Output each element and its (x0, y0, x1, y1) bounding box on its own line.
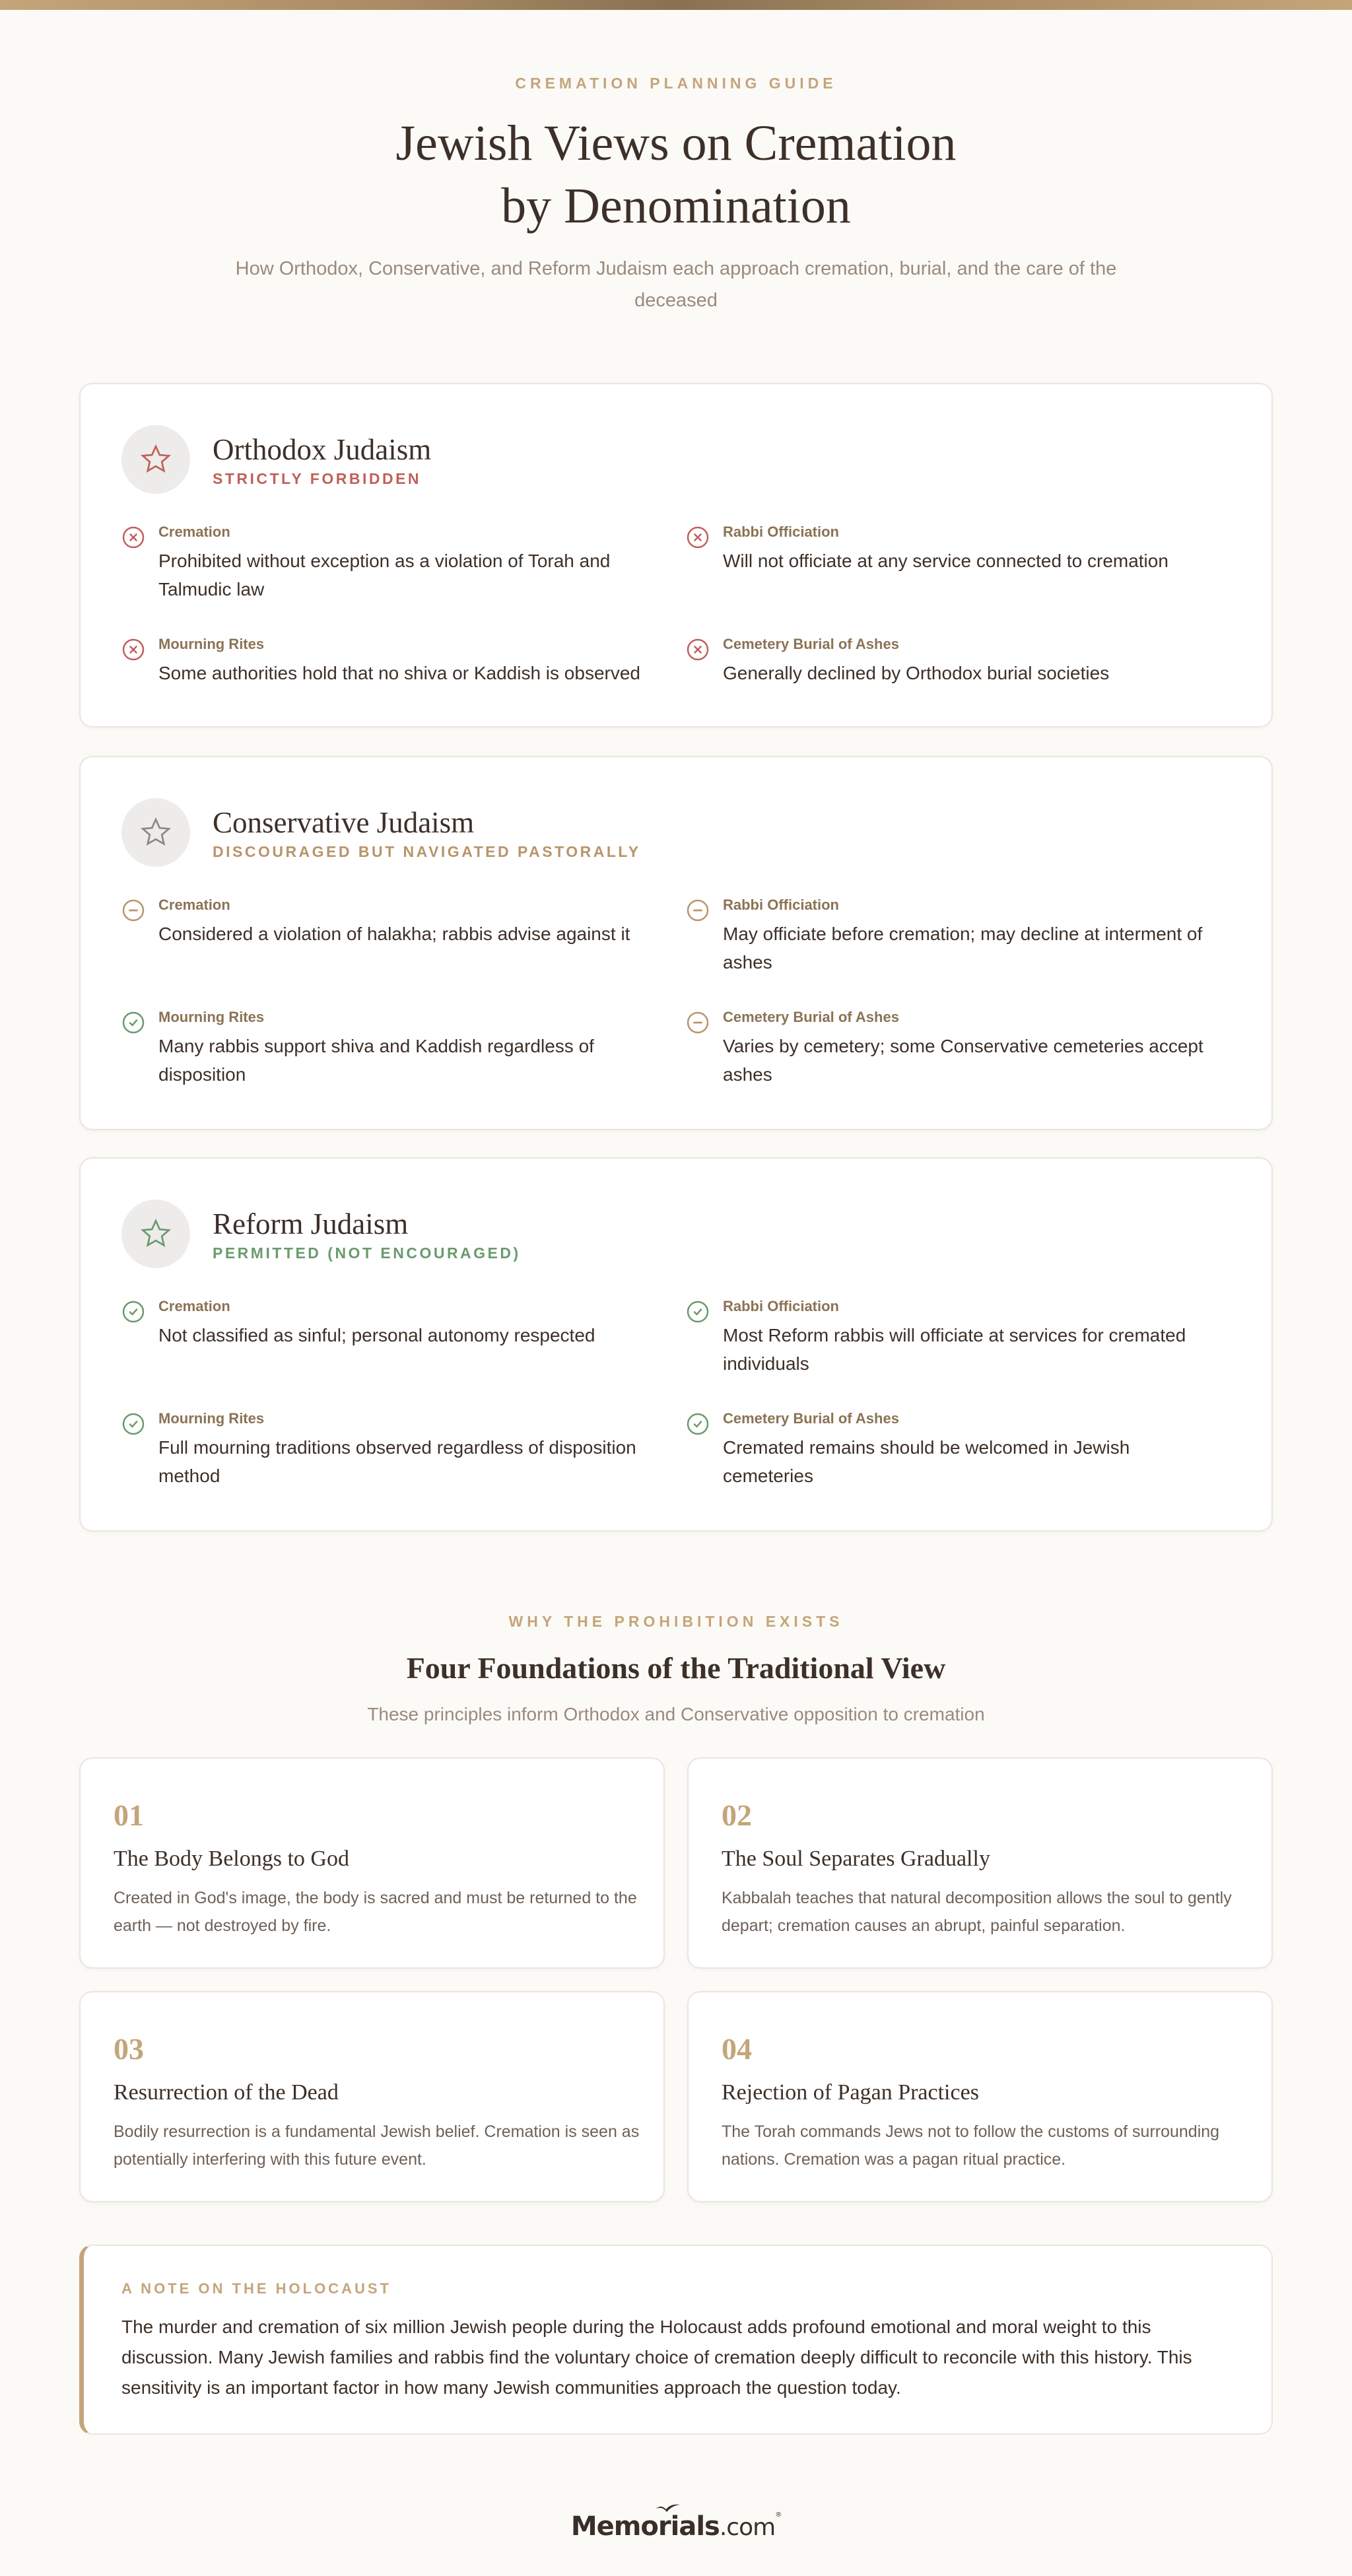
denomination-items (121, 522, 1244, 687)
item-text: Considered a violation of halakha; rabbis advise against it (158, 924, 630, 944)
list-item (121, 1408, 686, 1490)
list-item (686, 1007, 1244, 1089)
list-item (686, 1296, 1244, 1378)
foundations-subtitle: These principles inform Orthodox and Conservative opposition to cremation (367, 1704, 985, 1724)
foundation-text: The Torah commands Jews not to follow the customs of surrounding nations. Cremation was a pagan ritual practice. (722, 2122, 1220, 2169)
foundation-number: 01 (114, 1798, 144, 1832)
minus-circle-icon (121, 898, 145, 922)
foundation-number: 02 (722, 1798, 752, 1832)
denomination-card-reform (79, 1157, 1273, 1532)
item-label: Cremation (158, 1298, 230, 1314)
x-circle-icon (686, 638, 710, 661)
page-subtitle: How Orthodox, Conservative, and Reform Judaism each approach cremation, burial, and the care of the deceased (235, 258, 1117, 311)
status-badge: STRICTLY FORBIDDEN (213, 469, 422, 487)
memorials-logo[interactable] (570, 2502, 782, 2542)
item-text: Will not officiate at any service connected to cremation (723, 551, 1168, 571)
item-label: Cremation (158, 897, 230, 913)
item-text: Some authorities hold that no shiva or Kaddish is observed (158, 663, 640, 683)
foundations-title: Four Foundations of the Traditional View (406, 1651, 946, 1685)
foundation-text: Kabbalah teaches that natural decomposition allows the soul to gently depart; cremation causes an abrupt, painful separation. (722, 1889, 1232, 1935)
item-text: Varies by cemetery; some Conservative cemeteries accept ashes (723, 1036, 1203, 1085)
list-item (686, 1408, 1244, 1490)
denomination-card-orthodox (79, 383, 1273, 728)
list-item (121, 1296, 686, 1378)
check-circle-icon (121, 1412, 145, 1436)
denomination-header (121, 425, 431, 494)
note-label: A NOTE ON THE HOLOCAUST (121, 2280, 391, 2297)
item-label: Rabbi Officiation (723, 1298, 839, 1314)
item-label: Mourning Rites (158, 1009, 265, 1025)
x-circle-icon (686, 525, 710, 549)
item-text: Most Reform rabbis will officiate at services for cremated individuals (723, 1325, 1186, 1374)
item-label: Rabbi Officiation (723, 897, 839, 913)
star-icon (121, 425, 190, 494)
item-label: Cemetery Burial of Ashes (723, 1009, 899, 1025)
item-text: Cremated remains should be welcomed in Jewish cemeteries (723, 1437, 1130, 1486)
page-title (0, 112, 1352, 238)
hero-eyebrow: CREMATION PLANNING GUIDE (515, 75, 837, 92)
foundation-number: 04 (722, 2032, 752, 2066)
logo-wordmark: Memorials (570, 2511, 720, 2542)
list-item (121, 1007, 686, 1089)
denomination-name: Reform Judaism (213, 1207, 409, 1240)
foundation-card (79, 1991, 665, 2202)
foundation-title: The Soul Separates Gradually (722, 1847, 990, 1871)
foundation-card (687, 1757, 1273, 1969)
list-item (121, 522, 686, 603)
denomination-items (121, 1296, 1244, 1490)
foundation-title: Rejection of Pagan Practices (722, 2080, 979, 2105)
registered-mark: ® (775, 2511, 782, 2519)
foundation-card (687, 1991, 1273, 2202)
check-circle-icon (686, 1300, 710, 1324)
item-label: Mourning Rites (158, 1410, 265, 1427)
foundation-text: Bodily resurrection is a fundamental Jewish belief. Cremation is seen as potentially interfering with this future event. (114, 2122, 640, 2169)
denomination-header (121, 798, 641, 867)
x-circle-icon (121, 525, 145, 549)
star-icon (121, 1200, 190, 1268)
item-label: Rabbi Officiation (723, 524, 839, 540)
check-circle-icon (686, 1412, 710, 1436)
logo-suffix: .com (719, 2514, 776, 2541)
bird-icon (655, 2502, 681, 2513)
minus-circle-icon (686, 898, 710, 922)
foundation-title: Resurrection of the Dead (114, 2080, 339, 2105)
holocaust-note (79, 2245, 1273, 2435)
list-item (121, 895, 686, 976)
item-text: Not classified as sinful; personal autonomy respected (158, 1325, 595, 1345)
item-text: May officiate before cremation; may decline at interment of ashes (723, 924, 1203, 972)
minus-circle-icon (686, 1011, 710, 1034)
page-title-line-2: by Denomination (501, 178, 851, 234)
check-circle-icon (121, 1300, 145, 1324)
list-item (686, 634, 1244, 687)
star-icon (121, 798, 190, 867)
item-label: Cemetery Burial of Ashes (723, 1410, 899, 1427)
foundation-number: 03 (114, 2032, 144, 2066)
denomination-header (121, 1200, 521, 1268)
list-item (121, 634, 686, 687)
note-text: The murder and cremation of six million Jewish people during the Holocaust adds profound emotional and moral weight to this discussion. Many Jewish families and rabbis find the voluntary choice of cremation deeply difficult to reconcile with this history. This sensitivity is an important factor in how many Jewish communities approach the question today. (121, 2317, 1192, 2398)
item-text: Full mourning traditions observed regardless of disposition method (158, 1437, 636, 1486)
item-label: Cemetery Burial of Ashes (723, 636, 899, 652)
check-circle-icon (121, 1011, 145, 1034)
item-text: Prohibited without exception as a violation of Torah and Talmudic law (158, 551, 611, 599)
status-badge: DISCOURAGED BUT NAVIGATED PASTORALLY (213, 842, 641, 860)
foundation-title: The Body Belongs to God (114, 1847, 349, 1871)
item-label: Mourning Rites (158, 636, 265, 652)
denomination-card-conservative (79, 756, 1273, 1130)
denomination-name: Conservative Judaism (213, 805, 475, 839)
list-item (686, 895, 1244, 976)
top-accent-bar (0, 0, 1352, 10)
x-circle-icon (121, 638, 145, 661)
foundation-card (79, 1757, 665, 1969)
status-badge: PERMITTED (NOT ENCOURAGED) (213, 1244, 521, 1262)
page-title-line-1: Jewish Views on Cremation (395, 116, 957, 171)
denomination-name: Orthodox Judaism (213, 432, 432, 466)
foundations-eyebrow: WHY THE PROHIBITION EXISTS (508, 1613, 844, 1630)
item-text: Generally declined by Orthodox burial societies (723, 663, 1110, 683)
item-label: Cremation (158, 524, 230, 540)
foundation-text: Created in God's image, the body is sacred and must be returned to the earth — not destroyed by fire. (114, 1889, 637, 1935)
list-item (686, 522, 1244, 603)
denomination-items (121, 895, 1244, 1089)
item-text: Many rabbis support shiva and Kaddish regardless of disposition (158, 1036, 594, 1085)
